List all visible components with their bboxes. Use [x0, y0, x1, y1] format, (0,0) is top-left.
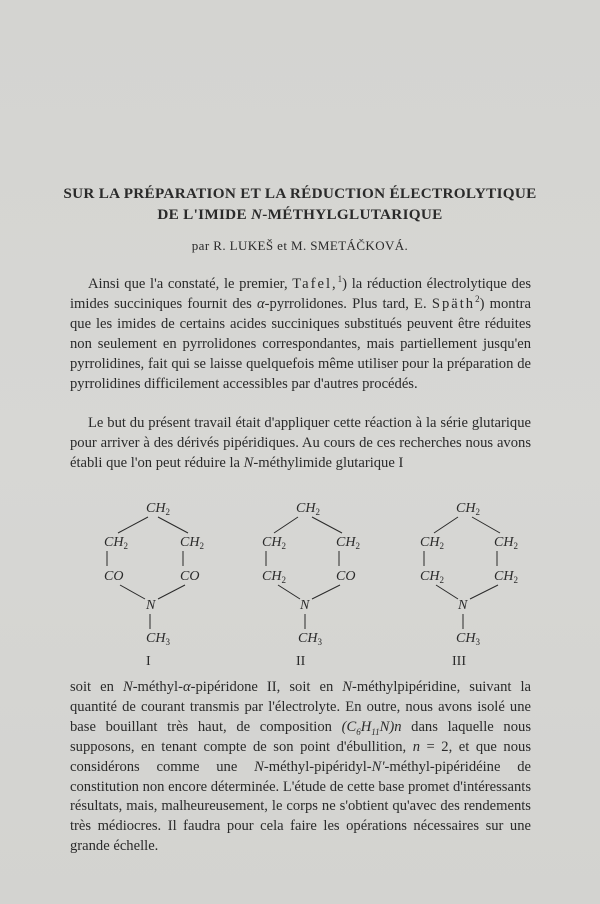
- author-2: M. SMETÁČKOVÁ.: [291, 238, 409, 253]
- p3-n-italic-3: N: [254, 758, 264, 775]
- authors-et: et: [277, 238, 288, 253]
- p3-text-4: -méthylpipéridine, suivant la quantité de courant transmis par l'électrolyte. En outre, nous avons isolé une base bouillant très haut, de composition: [70, 679, 531, 735]
- s1-lower-right: CO: [180, 569, 200, 584]
- p1-alpha: α: [257, 295, 265, 312]
- s3-methyl: $CH_3$: [456, 631, 480, 647]
- p2-n-italic: N: [243, 454, 254, 471]
- s1-upper-left: $CH_2$: [104, 535, 128, 551]
- s3-upper-right: $CH_2$: [494, 535, 518, 551]
- paragraph-3: [70, 678, 531, 857]
- p1-footnote-ref-1: 1: [337, 274, 343, 285]
- s3-bond: [436, 585, 458, 599]
- p3-text-6: = 2, et que nous considérons comme une: [70, 738, 531, 775]
- p3-text-1: soit en: [70, 679, 123, 695]
- p3-n-italic-2: N: [342, 679, 353, 695]
- s1-top: $CH_2$: [146, 501, 170, 517]
- s2-n: N: [300, 598, 310, 613]
- s1-bond: [118, 517, 148, 533]
- structure-3: [420, 501, 518, 669]
- title-text-b: -MÉTHYLGLUTARIQUE: [262, 206, 443, 223]
- s3-top: $CH_2$: [456, 501, 480, 517]
- s2-upper-left: $CH_2$: [262, 535, 286, 551]
- p1-author-spath: Späth: [431, 295, 476, 312]
- p3-n-prime: N': [371, 758, 385, 775]
- s2-bond: [278, 585, 300, 599]
- s2-lower-right: CO: [336, 569, 356, 584]
- p3-text-8: -méthyl-pipéridéine de constitution non encore déterminée. L'étude de cette base promet d'intéressants résultats, mais, malheureusement, le corps ne s'obtient qu'avec des rendements très médiocres. Il faudra pour cela faire les opérations nécessaires sur une grande échelle.: [70, 758, 531, 855]
- s2-top: $CH_2$: [296, 501, 320, 517]
- s1-bond: [120, 585, 145, 599]
- authors-par: par: [191, 238, 210, 253]
- title-n-italic: N: [250, 206, 263, 223]
- s1-lower-left: CO: [104, 569, 124, 584]
- p3-alpha: α: [182, 679, 191, 695]
- s3-lower-left: $CH_2$: [420, 569, 444, 585]
- title-text-a: DE L'IMIDE: [157, 206, 251, 223]
- s2-upper-right: $CH_2$: [336, 535, 360, 551]
- s1-upper-right: $CH_2$: [180, 535, 204, 551]
- s3-lower-right: $CH_2$: [494, 569, 518, 585]
- p3-text-7: -méthyl-pipéridyl-: [263, 758, 372, 775]
- p3-text-2: -méthyl-: [132, 679, 183, 695]
- p3-n-italic-1: N: [122, 679, 133, 695]
- p3-formula: $(C_6H_{11}N)n$: [341, 718, 402, 737]
- s3-bond: [470, 585, 498, 599]
- p2-text-2: -méthylimide glutarique I: [253, 454, 404, 471]
- p1-text-2: ) la réduction électrolytique des imides succiniques fournit des: [70, 276, 531, 312]
- p1-author-tafel: Tafel,: [292, 276, 338, 292]
- s1-bond: [158, 585, 185, 599]
- s2-label: II: [296, 654, 306, 669]
- author-1: R. LUKEŠ: [213, 238, 274, 253]
- s3-bond: [434, 517, 458, 533]
- s2-bond: [312, 585, 340, 599]
- s2-bond: [312, 517, 342, 533]
- structure-2: [262, 501, 360, 669]
- p1-text-3: -pyrrolidones. Plus tard, E.: [264, 295, 432, 312]
- p1-footnote-ref-2: 2: [475, 294, 480, 305]
- s1-label: I: [146, 654, 151, 669]
- p3-text-5: dans laquelle nous supposons, en tenant compte de son point d'ébullition,: [70, 718, 531, 755]
- s3-label: III: [452, 654, 466, 669]
- s3-n: N: [458, 598, 468, 613]
- s1-methyl: $CH_3$: [146, 631, 170, 647]
- p1-text-4: ) montra que les imides de certains acides succiniques substitués peuvent être réduites non seulement en pyrrolidones correspondantes, mais partiellement jusqu'en pyrrolidines, fait qui se laisse quelquefois même utiliser pour la préparation de pyrrolidines difficilement accessibles par d'autres procédés.: [70, 295, 531, 392]
- structure-1: [104, 501, 204, 669]
- p2-text-1: Le but du présent travail était d'appliquer cette réaction à la série glutarique pour arriver à des dérivés pipéridiques. Au cours de ces recherches nous avons établi que l'on peut réduire la: [70, 415, 531, 471]
- p3-n-equation: n: [412, 738, 420, 755]
- s3-bond: [472, 517, 500, 533]
- s2-lower-left: $CH_2$: [262, 569, 286, 585]
- article-title-line-1: SUR LA PRÉPARATION ET LA RÉDUCTION ÉLECTROLYTIQUE: [63, 185, 537, 202]
- p3-text-3: -pipéridone II, soit en: [190, 679, 343, 695]
- s3-upper-left: $CH_2$: [420, 535, 444, 551]
- s1-n: N: [146, 598, 156, 613]
- p1-text-1: Ainsi que l'a constaté, le premier,: [88, 276, 293, 292]
- s2-bond: [274, 517, 298, 533]
- s2-methyl: $CH_3$: [298, 631, 322, 647]
- s1-bond: [158, 517, 188, 533]
